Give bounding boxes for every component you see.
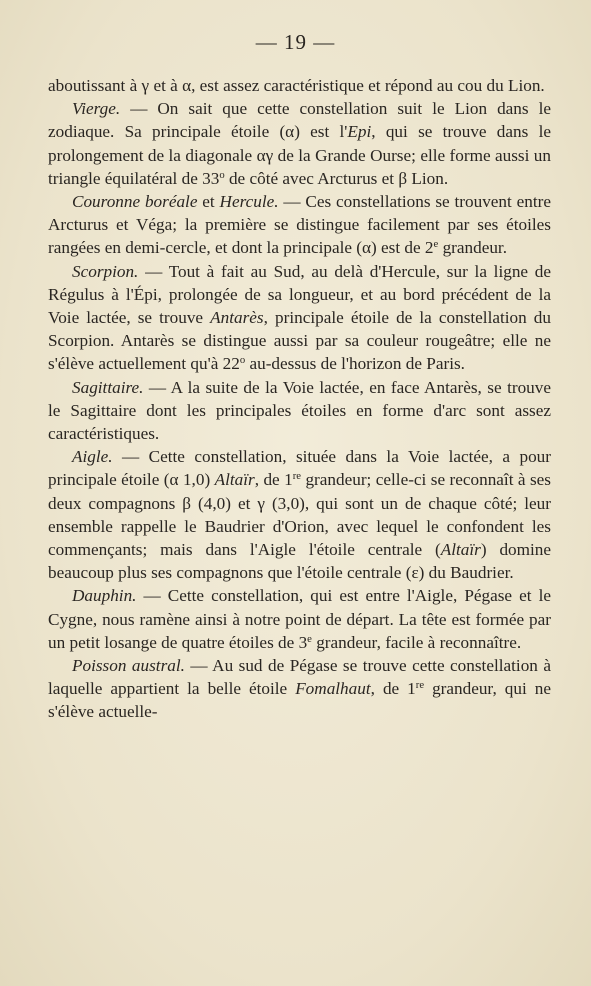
paragraph: [48, 654, 551, 724]
body-text: [48, 74, 551, 724]
italic-text: Hercule.: [219, 192, 279, 212]
italic-text: Sagittaire.: [72, 377, 144, 397]
paragraph: [48, 74, 551, 97]
superscript-text: e: [307, 634, 312, 646]
text-run: , de 1: [254, 470, 293, 490]
text-run: , principale étoile de la constellation du Scorpion. Antarès se distingue aussi par sa couleur rougeâtre; elle ne s'élève actuellement qu'à 22: [48, 308, 551, 374]
text-run: — Ces constellations se trouvent entre Arcturus et Véga; la première se distingue facilement par ses étoiles rangées en demi-cercle, et dont la principale (α) est de 2: [48, 192, 551, 258]
text-run: ) domine beaucoup plus ses compagnons que l'étoile centrale (ε) du Baudrier.: [48, 540, 552, 583]
text-run: — Tout à fait au Sud, au delà d'Hercule, sur la ligne de Régulus à l'Épi, prolongée de sa longueur, et au bord précédent de la Voie lactée, se trouve: [48, 261, 551, 328]
text-run: — A la suite de la Voie lactée, en face Antarès, se trouve le Sagittaire dont les principales étoiles en forme d'arc sont assez caractéristiques.: [48, 377, 551, 444]
paragraph: [48, 376, 551, 446]
page-number: — 19 —: [255, 30, 336, 54]
paragraph: [48, 584, 551, 654]
italic-text: Altaïr: [214, 470, 255, 490]
italic-text: Epi: [347, 122, 372, 142]
text-run: — On sait que cette constellation suit le Lion dans le zodiaque. Sa principale étoile (α) est l': [48, 99, 551, 142]
text-run: grandeur; celle-ci se reconnaît à ses deux compagnons β (4,0) et γ (3,0), qui sont un de chaque côté; leur ensemble rappelle le Baudrier d'Orion, avec lequel le confondent les commençants; mais dans l'Aigle l'étoile centrale (: [48, 470, 551, 560]
paragraph: [48, 97, 551, 190]
italic-text: Poisson austral.: [72, 656, 185, 676]
superscript-text: o: [219, 169, 225, 181]
italic-text: Scorpion.: [72, 261, 139, 281]
text-run: , de 1: [370, 679, 416, 699]
italic-text: Couronne boréale: [72, 192, 198, 212]
paragraph: [48, 260, 551, 376]
paragraph: [48, 445, 551, 584]
text-run: aboutissant à γ et à α, est assez caractéristique et répond au cou du Lion.: [48, 76, 545, 95]
text-run: — Cette constellation, située dans la Voie lactée, a pour principale étoile (α 1,0): [48, 447, 551, 490]
italic-text: Altaïr: [440, 540, 481, 560]
text-run: grandeur, facile à reconnaître.: [311, 632, 522, 652]
text-run: et: [197, 192, 220, 212]
italic-text: Vierge.: [72, 99, 121, 119]
italic-text: Aigle.: [72, 447, 113, 467]
text-run: de côté avec Arcturus et β Lion.: [224, 168, 449, 188]
superscript-text: o: [239, 355, 246, 367]
superscript-text: re: [415, 680, 425, 692]
italic-text: Dauphin.: [72, 586, 137, 606]
superscript-text: re: [292, 471, 302, 483]
superscript-text: e: [433, 239, 439, 251]
paragraph: [48, 190, 551, 260]
text-run: grandeur, qui ne s'élève actuelle-: [48, 679, 551, 722]
italic-text: Antarès: [210, 308, 264, 328]
text-run: , qui se trouve dans le prolongement de la diagonale αγ de la Grande Ourse; elle forme aussi un triangle équilatéral de 33: [48, 122, 551, 188]
text-run: — Cette constellation, qui est entre l'Aigle, Pégase et le Cygne, nous ramène ainsi à notre point de départ. La tête est formée par un petit losange de quatre étoiles de 3: [48, 586, 551, 652]
text-run: — Au sud de Pégase se trouve cette constellation à laquelle appartient la belle étoile: [48, 656, 551, 699]
text-run: au-dessus de l'horizon de Paris.: [245, 354, 465, 374]
text-run: grandeur.: [438, 238, 507, 258]
italic-text: Fomalhaut: [295, 679, 371, 699]
